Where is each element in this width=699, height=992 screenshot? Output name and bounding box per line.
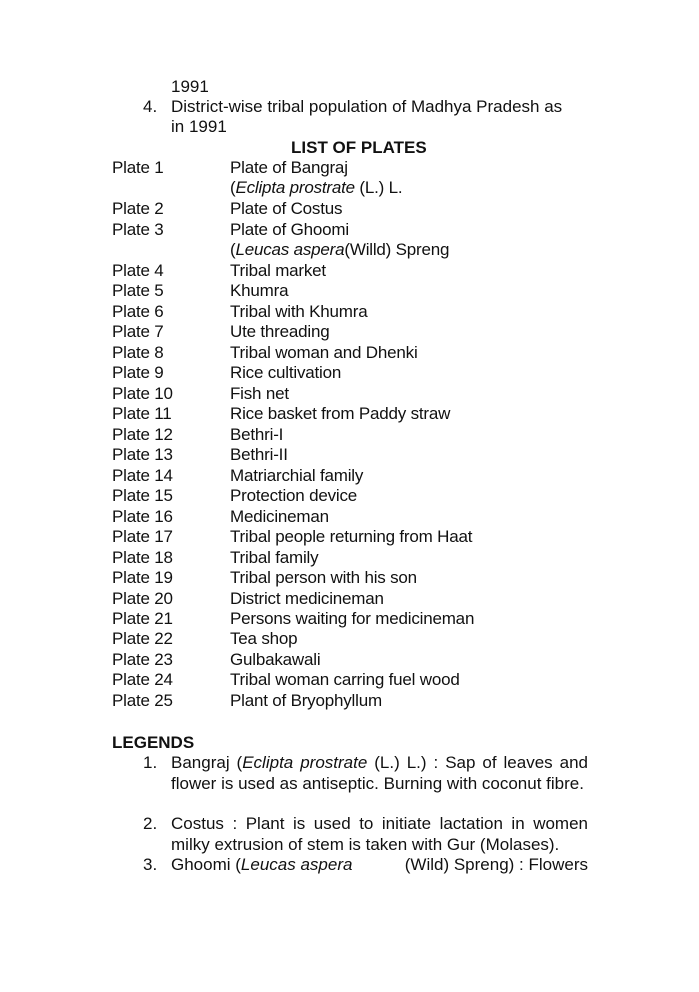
plate-label: Plate 24 (112, 670, 173, 689)
plate-row-8 (112, 343, 592, 363)
plate-row-1-subtitle (112, 178, 592, 198)
plate-title: Medicineman (230, 507, 329, 526)
plate-label: Plate 15 (112, 486, 173, 505)
plate-title: Plant of Bryophyllum (230, 691, 382, 710)
plate-title: Ute threading (230, 322, 330, 341)
plate-title: Tribal market (230, 261, 326, 280)
legend-2-text: Costus : Plant is used to initiate lactation in women milky extrusion of stem is taken with Gur (Molases). (171, 814, 588, 854)
plate-row-14 (112, 466, 592, 486)
plate-label: Plate 7 (112, 322, 164, 341)
plate-row-2 (112, 199, 592, 219)
plate-label: Plate 13 (112, 445, 173, 464)
list-item-4-line1: District-wise tribal population of Madhya Pradesh as (171, 97, 563, 116)
plate-row-23 (112, 650, 592, 670)
plate-row-4 (112, 261, 592, 281)
plate-title: Rice cultivation (230, 363, 342, 382)
plate-title: Matriarchial family (230, 466, 364, 485)
plate-title: Plate of Ghoomi (230, 220, 349, 239)
plate-row-21 (112, 609, 592, 629)
plate-label: Plate 9 (112, 363, 164, 382)
plate-label: Plate 1 (112, 158, 164, 177)
plate-label: Plate 22 (112, 629, 173, 648)
plate-row-5 (112, 281, 592, 301)
plate-title: Khumra (230, 281, 289, 300)
plate-title: Tribal with Khumra (230, 302, 368, 321)
plate-1-subtitle: (Eclipta prostrate (L.) L. (230, 178, 403, 197)
plate-label: Plate 4 (112, 261, 164, 280)
plate-title: Gulbakawali (230, 650, 321, 669)
plate-row-1 (112, 158, 592, 178)
plate-label: Plate 8 (112, 343, 164, 362)
plate-title: Rice basket from Paddy straw (230, 404, 451, 423)
plate-title: Plate of Bangraj (230, 158, 348, 177)
plate-title: Tribal person with his son (230, 568, 417, 587)
plate-title: Plate of Costus (230, 199, 343, 218)
plate-label: Plate 14 (112, 466, 173, 485)
plate-row-9 (112, 363, 592, 383)
plate-label: Plate 6 (112, 302, 164, 321)
plate-row-3 (112, 220, 592, 240)
plate-row-15 (112, 486, 592, 506)
plates-heading: LIST OF PLATES (291, 138, 427, 157)
plate-label: Plate 12 (112, 425, 173, 444)
plate-label: Plate 11 (112, 404, 172, 423)
plate-label: Plate 25 (112, 691, 173, 710)
plate-label: Plate 2 (112, 199, 164, 218)
plate-title: Tea shop (230, 629, 298, 648)
plate-title: Bethri-II (230, 445, 288, 464)
plate-row-10 (112, 384, 592, 404)
plate-label: Plate 23 (112, 650, 173, 669)
plate-title: Tribal people returning from Haat (230, 527, 473, 546)
plate-title: District medicineman (230, 589, 384, 608)
plate-row-24 (112, 670, 592, 690)
plate-row-3-subtitle (112, 240, 592, 260)
list-item-4-number: 4. (143, 97, 158, 116)
plate-label: Plate 18 (112, 548, 173, 567)
plate-row-16 (112, 507, 592, 527)
plate-label: Plate 21 (112, 609, 173, 628)
plate-row-11 (112, 404, 592, 424)
legend-3-text: Ghoomi (Leucas aspera (Wild) Spreng) : Flowers (171, 855, 588, 874)
plate-row-18 (112, 548, 592, 568)
legend-2-number: 2. (143, 814, 158, 833)
plate-row-22 (112, 629, 592, 649)
plate-row-12 (112, 425, 592, 445)
legend-1-number: 1. (143, 753, 158, 772)
plate-label: Plate 3 (112, 220, 164, 239)
plate-row-7 (112, 322, 592, 342)
list-item-3-tail: 1991 (171, 77, 209, 96)
legend-3-number: 3. (143, 855, 158, 874)
plate-label: Plate 10 (112, 384, 173, 403)
plate-label: Plate 19 (112, 568, 173, 587)
plate-row-20 (112, 589, 592, 609)
plate-label: Plate 16 (112, 507, 173, 526)
plate-row-6 (112, 302, 592, 322)
plate-label: Plate 17 (112, 527, 173, 546)
plate-title: Tribal woman carring fuel wood (230, 670, 460, 689)
list-item-4-line2: in 1991 (171, 117, 227, 136)
plate-label: Plate 20 (112, 589, 173, 608)
plate-label: Plate 5 (112, 281, 164, 300)
plate-row-19 (112, 568, 592, 588)
plate-title: Tribal family (230, 548, 319, 567)
plate-title: Bethri-I (230, 425, 284, 444)
legends-heading: LEGENDS (112, 733, 195, 752)
legend-1-text: Bangraj (Eclipta prostrate (L.) L.) : Sap of leaves and flower is used as antiseptic. Burning with coconut fibre. (171, 753, 588, 793)
plate-title: Protection device (230, 486, 358, 505)
plate-title: Fish net (230, 384, 289, 403)
plate-row-17 (112, 527, 592, 547)
plate-row-25 (112, 691, 592, 711)
plate-3-subtitle: (Leucas aspera(Willd) Spreng (230, 240, 450, 259)
plate-title: Persons waiting for medicineman (230, 609, 475, 628)
plate-row-13 (112, 445, 592, 465)
plate-title: Tribal woman and Dhenki (230, 343, 418, 362)
